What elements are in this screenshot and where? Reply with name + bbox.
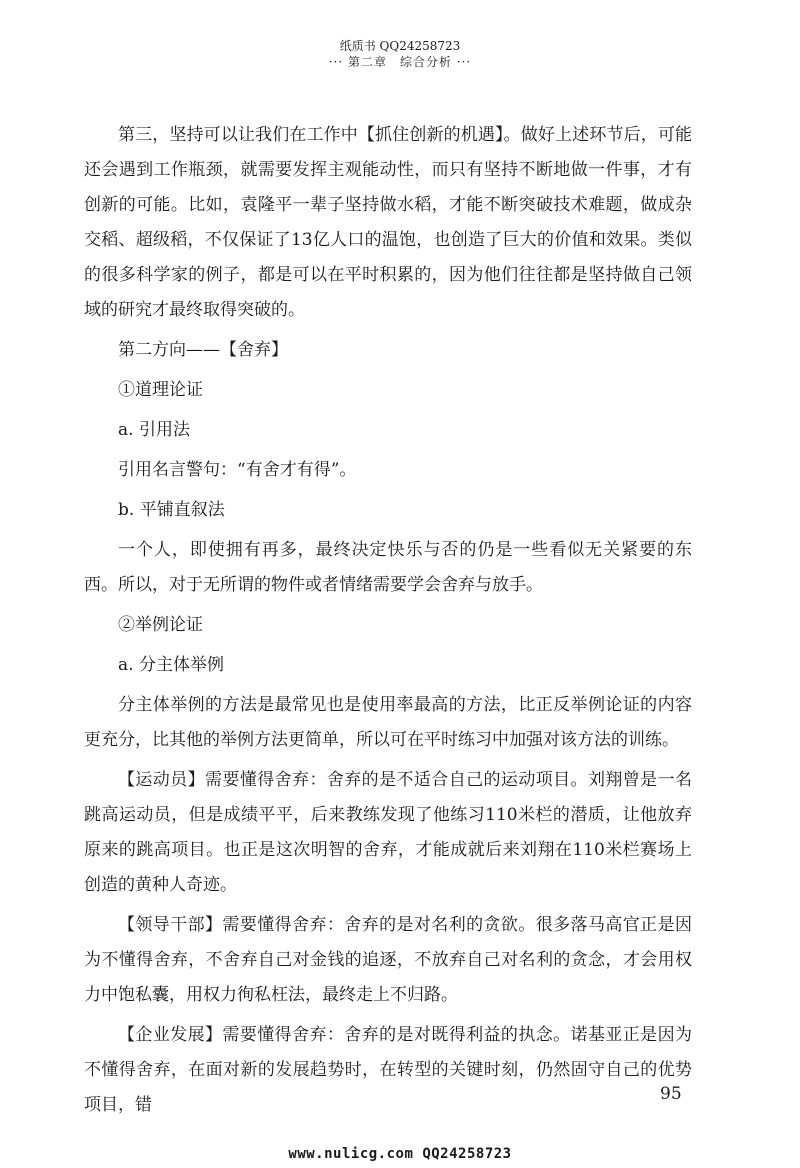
body-text	[84, 118, 692, 1128]
paragraph: 一个人，即使拥有再多，最终决定快乐与否的仍是一些看似无关紧要的东西。所以，对于无所谓的物件或者情绪需要学会舍弃与放手。	[84, 540, 692, 595]
paragraph: 第三，坚持可以让我们在工作中【抓住创新的机遇】。做好上述环节后，可能还会遇到工作瓶颈，就需要发挥主观能动性，而只有坚持不断地做一件事，才有创新的可能。比如，袁隆平一辈子坚持做水稻，才能不断突破技术难题，做成杂交稻、超级稻，不仅保证了13亿人口的温饱，也创造了巨大的价值和效果。类似的很多科学家的例子，都是可以在平时积累的，因为他们往往都是坚持做自己领域的研究才最终取得突破的。	[84, 125, 692, 320]
subsection-heading: ②举例论证	[118, 615, 203, 635]
paragraph: 分主体举例的方法是最常见也是使用率最高的方法，比正反举例论证的内容更充分，比其他的举例方法更简单，所以可在平时练习中加强对该方法的训练。	[84, 695, 692, 750]
footer-watermark: www.nulicg.com QQ24258723	[288, 1146, 512, 1162]
method-heading: a. 引用法	[118, 420, 190, 440]
method-heading: a. 分主体举例	[118, 655, 224, 675]
header-source-line: 纸质书 QQ24258723	[339, 39, 461, 53]
section-heading: 第二方向——【舍弃】	[118, 340, 288, 360]
paragraph: 【运动员】需要懂得舍弃：舍弃的是不适合自己的运动项目。刘翔曾是一名跳高运动员，但是成绩平平，后来教练发现了他练习110米栏的潜质，让他放弃原来的跳高项目。也正是这次明智的舍弃，才能成就后来刘翔在110米栏赛场上创造的黄种人奇迹。	[84, 770, 692, 895]
paragraph: 【领导干部】需要懂得舍弃：舍弃的是对名利的贪欲。很多落马高官正是因为不懂得舍弃，不舍弃自己对金钱的追逐，不放弃自己对名利的贪念，才会用权力中饱私囊，用权力徇私枉法，最终走上不归路。	[84, 915, 692, 1005]
page-number: 95	[660, 1084, 682, 1104]
method-heading: b. 平铺直叙法	[118, 500, 225, 520]
subsection-heading: ①道理论证	[118, 380, 203, 400]
paragraph: 引用名言警句：“有舍才有得”。	[118, 460, 357, 480]
paragraph: 【企业发展】需要懂得舍弃：舍弃的是对既得利益的执念。诺基亚正是因为不懂得舍弃，在面对新的发展趋势时，在转型的关键时刻，仍然固守自己的优势项目，错	[84, 1025, 692, 1115]
chapter-title: ··· 第二章 综合分析 ···	[328, 55, 472, 69]
running-header	[0, 38, 800, 70]
